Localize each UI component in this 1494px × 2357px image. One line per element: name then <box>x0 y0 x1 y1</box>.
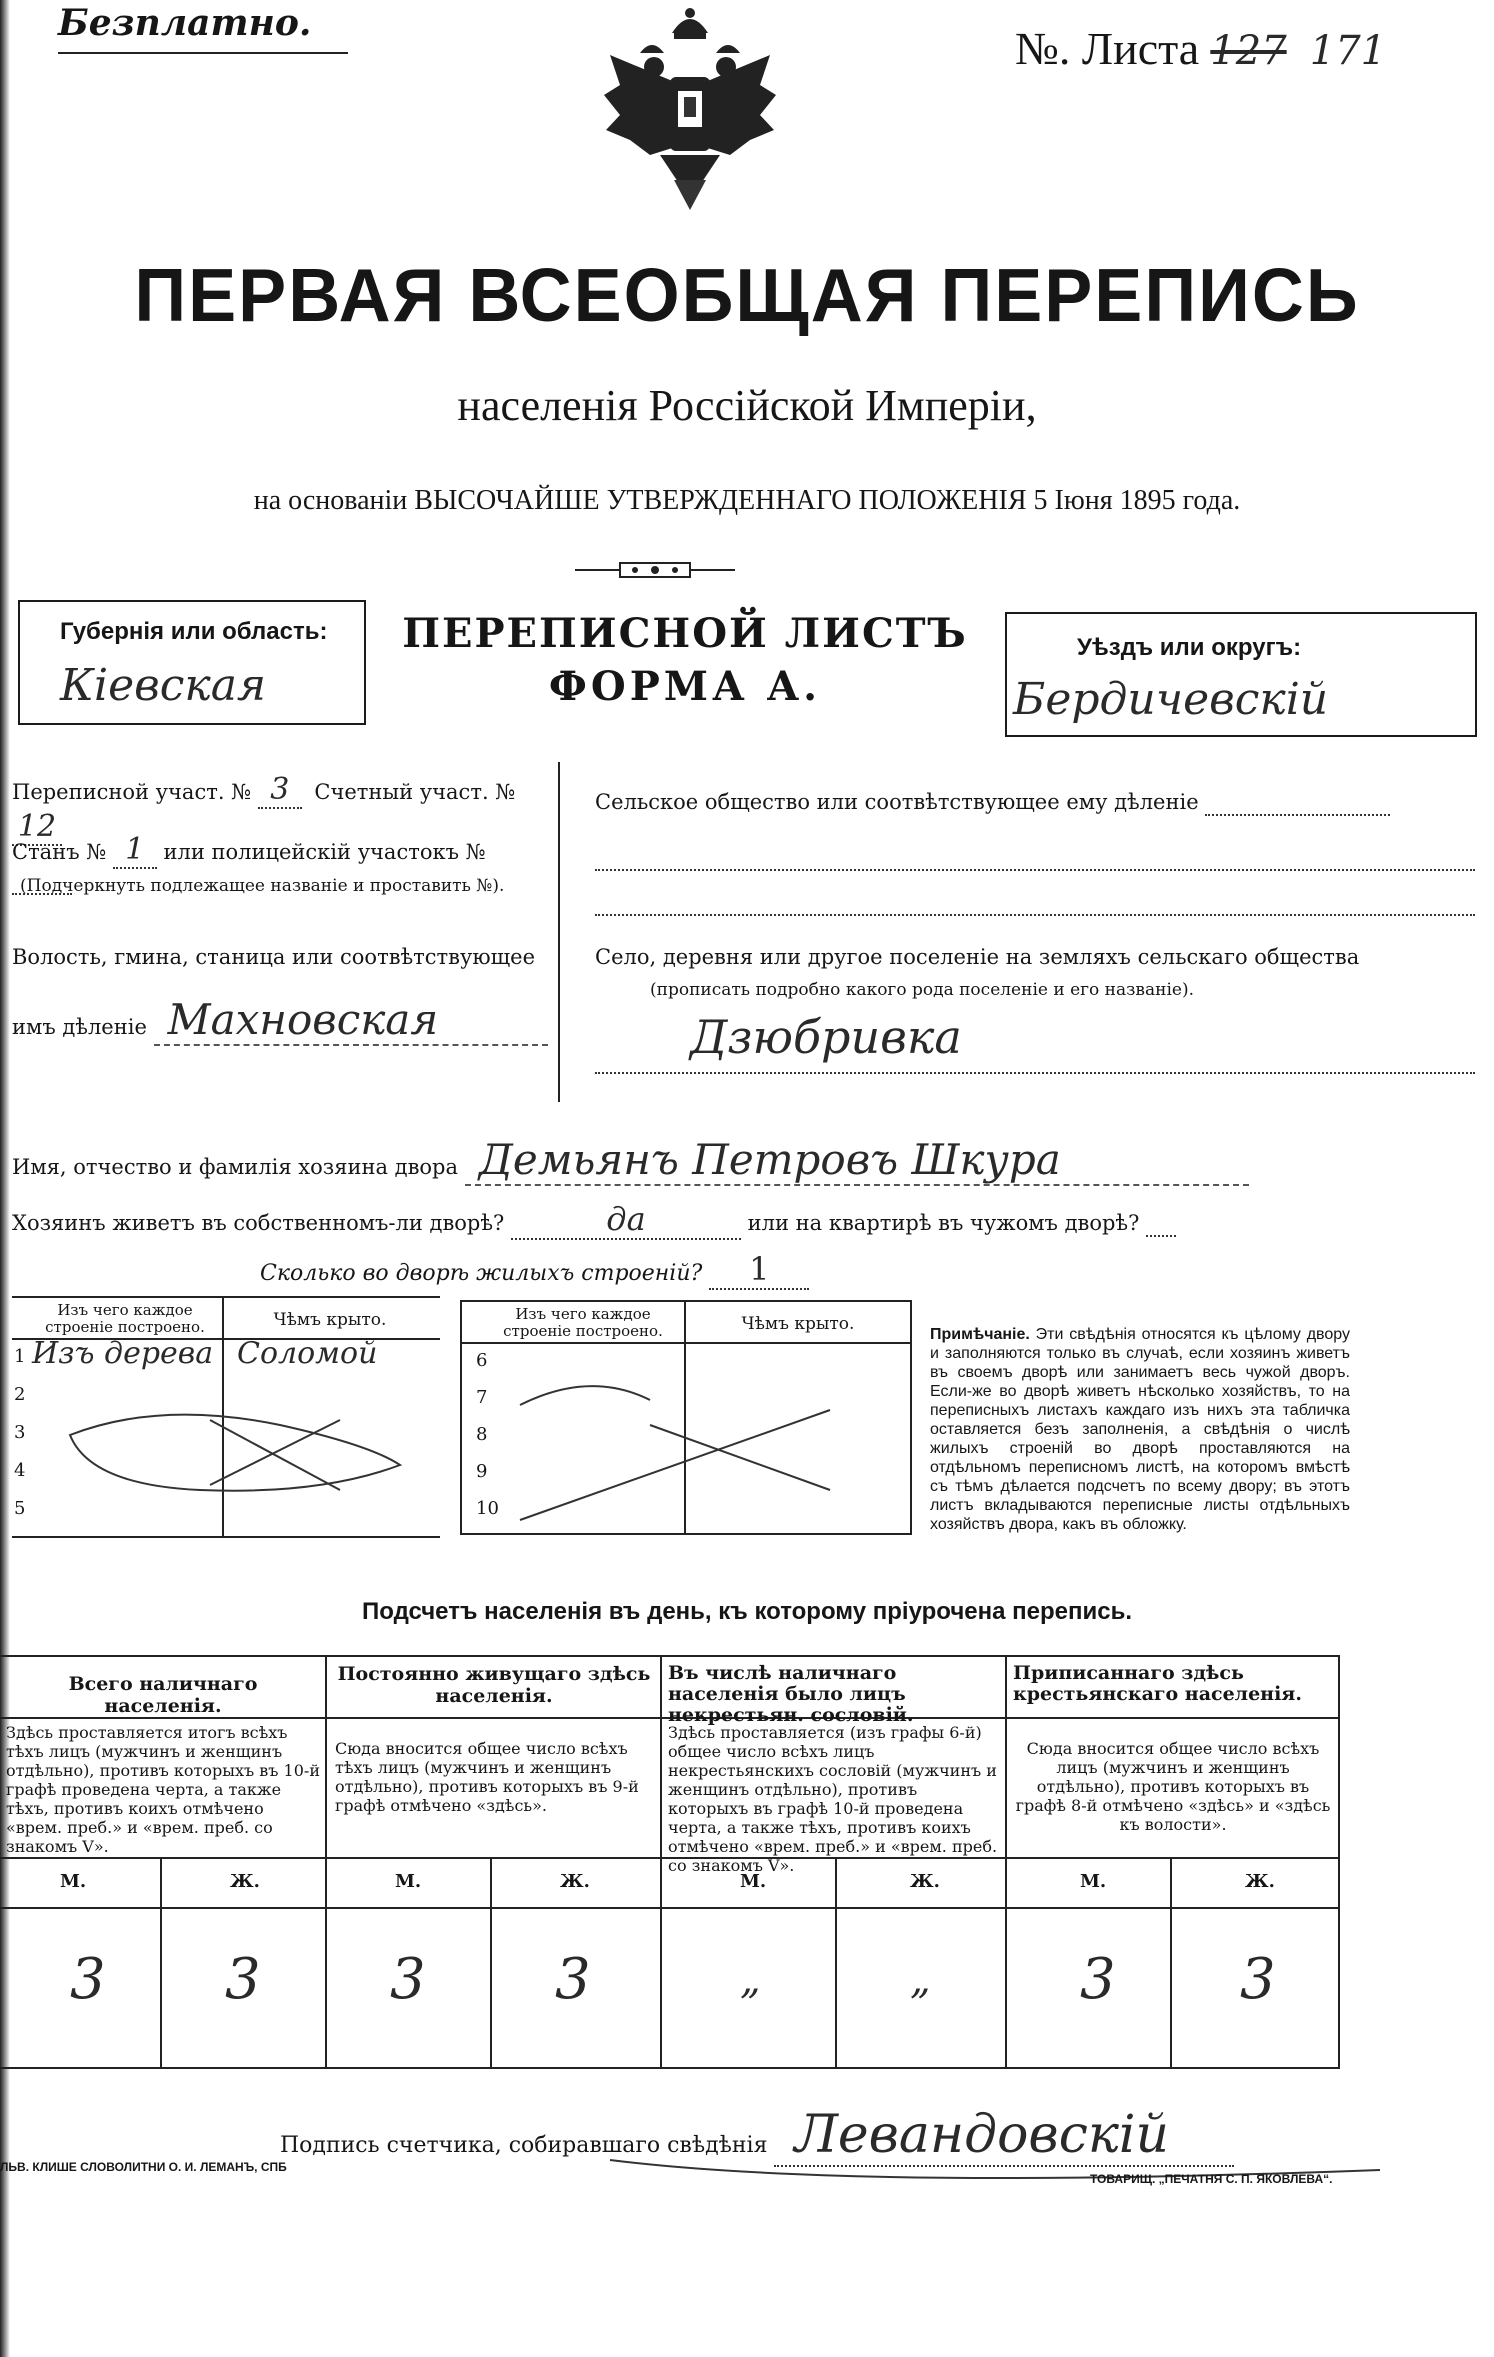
underline-note: (Подчеркнуть подлежащее названіе и проставить №). <box>20 876 505 896</box>
table-row: 4 <box>14 1460 26 1481</box>
stan-value: 1 <box>113 832 157 869</box>
count-m-label-4: М. <box>1080 1871 1107 1892</box>
buildings-row: Сколько во дворѣ жилыхъ строеній? 1 <box>260 1250 960 1290</box>
table-row: 9 <box>476 1461 488 1482</box>
count-heading: Подсчетъ населенія въ день, къ которому пріурочена перепись. <box>362 1598 1132 1625</box>
table-row: 8 <box>476 1424 488 1445</box>
uezd-value: Бердичевскій <box>1013 674 1329 725</box>
sheet-number-handwritten: 127 <box>1210 28 1287 74</box>
volost-label: Волость, гмина, станица или соотвѣтствующее <box>12 945 536 969</box>
count-table <box>0 1655 1340 2069</box>
count-col-3-m-value: „ <box>740 1957 761 2003</box>
volost-value: Махновская <box>154 995 548 1046</box>
count-col-1-zh-value: 3 <box>225 1947 261 2012</box>
row-1-material: Изъ дерева <box>32 1336 214 1371</box>
owner-yard-row: Хозяинъ живетъ въ собственномъ-ли дворѣ? да или на квартирѣ въ чужомъ дворѣ? <box>12 1200 1482 1240</box>
table-row: 2 <box>14 1384 26 1405</box>
count-zh-label-1: Ж. <box>230 1871 260 1892</box>
count-col-1-desc: Здѣсь проставляется итогъ всѣхъ тѣхъ лицъ (мужчинъ и женщинъ отдѣльно), противъ которыхъ въ 10-й графѣ проведена черта, а также тѣхъ, противъ коихъ отмѣчено «врем. преб.» и «врем. преб. со знакомъ V». <box>6 1723 320 1856</box>
obshchestvo-line-3 <box>595 890 1475 916</box>
count-m-label-2: М. <box>395 1871 422 1892</box>
table-row: 3 <box>14 1422 26 1443</box>
note-text: Эти свѣдѣнія относятся къ цѣлому двору и заполняются только въ случаѣ, если хозяинъ живетъ въ своемъ дворѣ или занимаетъ весь чужой дворъ. Если-же во дворѣ живетъ нѣсколько хозяйствъ, то на переписныхъ листахъ каждаго изъ нихъ эта табличка оставляется безъ заполненія, а свѣдѣнія о числѣ жилыхъ строеній во дворѣ проставляются на отдѣльномъ переписномъ листѣ, на которомъ вмѣстѣ съ тѣмъ дѣлается подсчетъ по всему двору; въ этотъ листъ вкладываются переписные листы отдѣльныхъ хозяйствъ двора, какъ въ обложку. <box>930 1326 1350 1533</box>
guberniya-box <box>18 600 366 725</box>
form-title <box>370 610 1000 720</box>
table-row: 5 <box>14 1498 26 1519</box>
count-col-2-desc: Сюда вносится общее число всѣхъ тѣхъ лицъ (мужчинъ и женщинъ отдѣльно), противъ которыхъ въ 9-й графѣ отмѣчено «здѣсь». <box>335 1739 639 1815</box>
buildings-col-roof-left: Чѣмъ крыто. <box>273 1310 387 1330</box>
free-label: Безплатно. <box>58 2 348 54</box>
page-subtitle: населенія Россійской Имперіи, <box>457 381 1037 430</box>
obshchestvo-value <box>1205 790 1390 816</box>
sheet-number-stamp: 171 <box>1309 28 1387 74</box>
note-block <box>930 1325 1350 1534</box>
buildings-col-roof-right: Чѣмъ крыто. <box>741 1314 855 1334</box>
table-row: 1 Изъ дерева Соломой <box>14 1336 378 1371</box>
rent-value <box>1146 1211 1176 1237</box>
count-col-4-zh-value: 3 <box>1240 1947 1276 2012</box>
perepisnoy-value: 3 <box>258 772 302 809</box>
schetny-value: 12 <box>12 809 62 846</box>
signature-value: Левандовскій <box>774 2105 1234 2167</box>
count-col-3-desc: Здѣсь проставляется (изъ графы 6-й) общее число всѣхъ лицъ некрестьянскихъ сословій (мужчинъ и женщинъ отдѣльно), противъ которыхъ въ графѣ 10-й проведена черта, а также тѣхъ, противъ коихъ отмѣчено «врем. преб.» и «врем. преб. со знакомъ V». <box>668 1723 998 1875</box>
left-imprint: ЛЬВ. КЛИШЕ СЛОВОЛИТНИ О. И. ЛЕМАНЪ, СПБ <box>0 2160 287 2174</box>
count-zh-label-2: Ж. <box>560 1871 590 1892</box>
volost-row: имъ дѣленіе Махновская <box>12 995 552 1055</box>
count-zh-label-4: Ж. <box>1245 1871 1275 1892</box>
count-col-4-desc: Сюда вносится общее число всѣхъ лицъ (мужчинъ и женщинъ отдѣльно), противъ которыхъ въ графѣ 8-й отмѣчено «здѣсь» и «здѣсь къ волости». <box>1015 1739 1331 1834</box>
uezd-label: Уѣздъ или округъ: <box>1077 634 1302 661</box>
selo-line <box>595 1070 1475 1074</box>
buildings-col-material-right: Изъ чего каждое строеніе построено. <box>503 1305 663 1340</box>
obshchestvo-line-2 <box>595 845 1475 871</box>
right-imprint: ТОВАРИЩ. „ПЕЧАТНЯ С. П. ЯКОВЛЕВА“. <box>1090 2172 1333 2186</box>
field-block-divider <box>558 762 560 1102</box>
basis-line: на основаніи ВЫСОЧАЙШЕ УТВЕРЖДЕННАГО ПОЛОЖЕНІЯ 5 Іюня 1895 года. <box>253 485 1241 516</box>
sheet-number-block <box>1015 22 1485 82</box>
buildings-col-material-left: Изъ чего каждое строеніе построено. <box>45 1301 205 1336</box>
count-col-4-title: Приписаннаго здѣсь крестьянскаго населенія. <box>1013 1662 1302 1705</box>
perepisnoy-row: Переписной участ. № 3 Счетный участ. № 12 <box>12 772 516 844</box>
table-row: 10 <box>476 1498 499 1519</box>
cross-out-mark-left <box>40 1395 420 1505</box>
page-title: ПЕРВАЯ ВСЕОБЩАЯ ПЕРЕПИСЬ <box>134 254 1360 338</box>
obshchestvo-row: Сельское общество или соотвѣтствующее ему дѣленіе <box>595 790 1485 816</box>
cross-out-mark-right <box>500 1370 900 1530</box>
selo-note: (прописать подробно какого рода поселеніе и его названіе). <box>650 980 1194 1000</box>
count-m-label-1: М. <box>60 1871 87 1892</box>
count-col-2-zh-value: 3 <box>555 1947 591 2012</box>
count-m-label-3: М. <box>740 1871 767 1892</box>
double-headed-eagle-emblem-icon <box>590 5 790 215</box>
table-row: 7 <box>476 1387 488 1408</box>
count-zh-label-3: Ж. <box>910 1871 940 1892</box>
count-col-4-m-value: 3 <box>1080 1947 1116 2012</box>
sheet-label: №. Листа <box>1015 23 1200 74</box>
count-col-1-title: Всего наличнаго населенія. <box>68 1673 258 1717</box>
buildings-value: 1 <box>709 1250 809 1290</box>
own-yard-value: да <box>511 1200 741 1240</box>
selo-value: Дзюбривка <box>690 1010 962 1064</box>
signature-row: Подпись счетчика, собиравшаго свѣдѣнія Левандовскій <box>280 2105 1480 2167</box>
row-1-roof: Соломой <box>237 1336 378 1371</box>
note-title: Примѣчаніе. <box>930 1326 1030 1343</box>
guberniya-label: Губернія или область: <box>60 618 328 645</box>
owner-name-row: Имя, отчество и фамилія хозяина двора Демьянъ Петровъ Шкура <box>12 1135 1482 1186</box>
count-col-3-title: Въ числѣ наличнаго населенія было лицъ некрестьян. сословій. <box>668 1662 914 1726</box>
count-col-2-m-value: 3 <box>390 1947 426 2012</box>
count-col-2-title: Постоянно живущаго здѣсь населенія. <box>337 1663 651 1707</box>
count-col-1-m-value: 3 <box>70 1947 106 2012</box>
count-col-3-zh-value: „ <box>910 1957 931 2003</box>
uezd-box <box>1005 612 1477 737</box>
form-title-line-1: ПЕРЕПИСНОЙ ЛИСТЪ <box>402 610 968 657</box>
stan-row: Станъ № 1 или полицейскій участокъ № <box>12 832 552 872</box>
form-title-line-2: ФОРМА А. <box>548 663 822 710</box>
guberniya-value: Кіевская <box>60 660 267 711</box>
selo-label: Село, деревня или другое поселеніе на земляхъ сельскаго общества <box>595 945 1360 969</box>
ornament-divider-icon <box>575 560 735 580</box>
owner-name-value: Демьянъ Петровъ Шкура <box>465 1135 1249 1186</box>
table-row: 6 <box>476 1350 488 1371</box>
